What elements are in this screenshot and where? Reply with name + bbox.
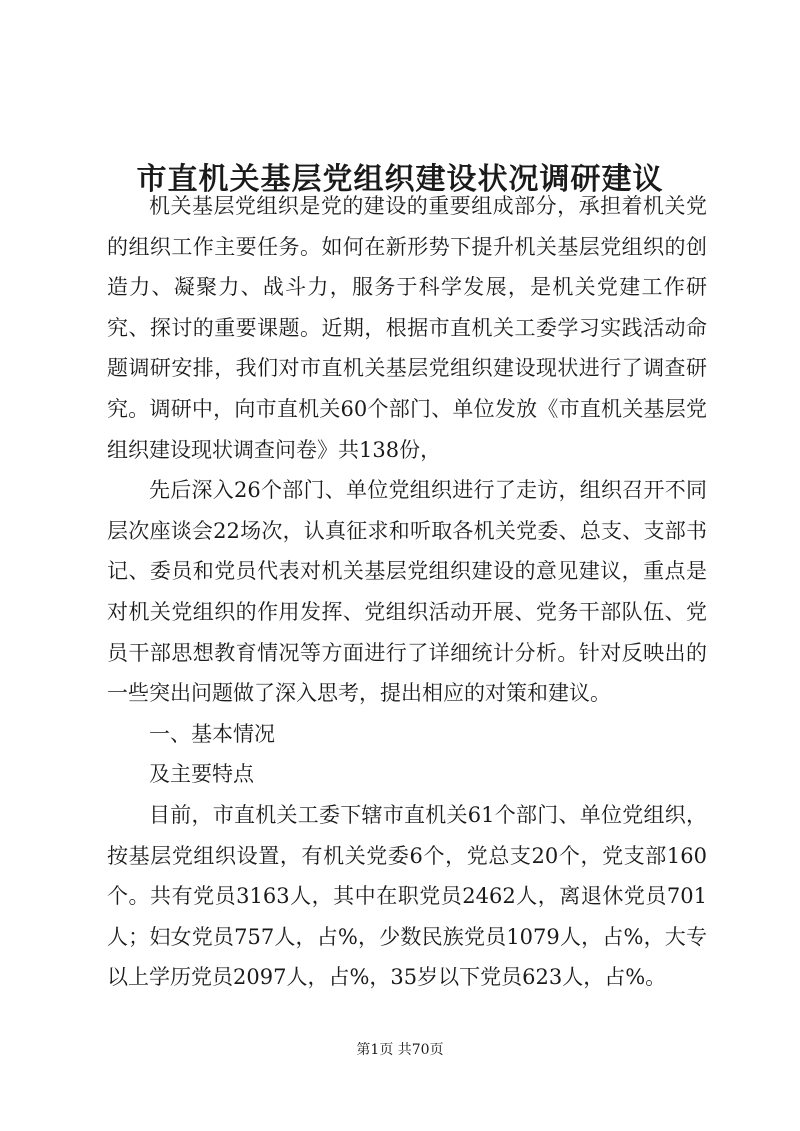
section-heading-basic-situation: 一、基本情况	[149, 721, 275, 746]
paragraph-research: 先后深入26个部门、单位党组织进行了走访，组织召开不同层次座谈会22场次，认真征求和听取各机关党委、总支、支部书记、委员和党员代表对机关基层党组织建设的意见建议，重点是对机关党组织的作用发挥、党组织活动开展、党务干部队伍、党员干部思想教育情况等方面进行了详细统计分析。针对反映出的一些突出问题做了深入思考，提出相应的对策和建议。	[107, 478, 707, 706]
page-number: 第1页 共70页	[356, 1042, 444, 1058]
document-title: 市直机关基层党组织建设状况调研建议	[136, 162, 664, 198]
paragraph-intro: 机关基层党组织是党的建设的重要组成部分，承担着机关党的组织工作主要任务。如何在新形势下提升机关基层党组织的创造力、凝聚力、战斗力，服务于科学发展，是机关党建工作研究、探讨的重要课题。近期，根据市直机关工委学习实践活动命题调研安排，我们对市直机关基层党组织建设现状进行了调查研究。调研中，向市直机关60个部门、单位发放《市直机关基层党组织建设现状调查问卷》共138份，	[107, 194, 707, 462]
paragraph-statistics: 目前，市直机关工委下辖市直机关61个部门、单位党组织，按基层党组织设置，有机关党委6个，党总支20个，党支部160个。共有党员3163人，其中在职党员2462人，离退休党员701人；妇女党员757人，占%，少数民族党员1079人，占%，大专以上学历党员2097人，占%，35岁以下党员623人，占%。	[107, 802, 707, 990]
section-subheading-main-features: 及主要特点	[149, 762, 254, 787]
document-body	[107, 186, 707, 998]
